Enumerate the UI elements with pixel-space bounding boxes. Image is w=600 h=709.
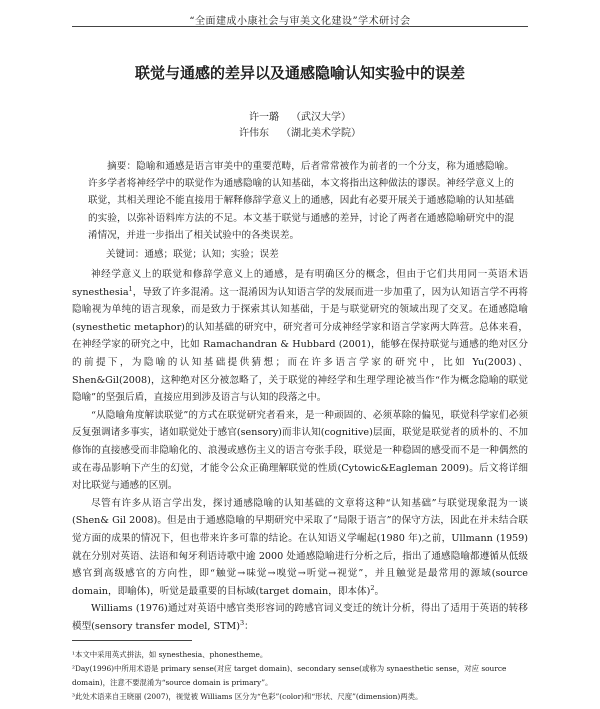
- running-head: “全面建成小康社会与审美文化建设”学术研讨会: [189, 16, 411, 27]
- header-rule: [72, 26, 528, 27]
- author-name: 许伟东: [239, 128, 269, 139]
- footnotes: [72, 648, 528, 704]
- paragraph: “从隐喻角度解读联觉”的方式在联觉研究者看来，是一种顽固的、必须革除的偏见，联觉科学家们必须反复强调诸多事实，诸如联觉处于感官(sensory)而非认知(cognitive)层面，联觉是联觉者的质朴的、不加修饰的直接感受而非隐喻化的、浪漫或感伤主义的语言夸张手段，联觉是一种稳固的感受而不是一种偶然的或在毒品影响下产生的幻觉，才能令公众正确理解联觉的性质(Cytowic&Eagleman 2009)。后文将详细对比联觉与通感的区别。: [72, 409, 528, 492]
- author-affiliation: （武汉大学）: [291, 112, 351, 123]
- author-name: 许一璐: [249, 112, 279, 123]
- abstract-label: 摘要：: [107, 161, 137, 172]
- author-line: [0, 108, 600, 123]
- paragraph: 尽管有许多从语言学出发，探讨通感隐喻的认知基础的文章将这种“认知基础”与联觉现象混为一谈(Shen& Gil 2008)。但是由于通感隐喻的早期研究中采取了“局限于语言”的保守方法，因此在并未结合联觉方面的成果的情况下，但也带来许多可靠的结论。在认知语义学崛起(1980 年)之前，Ullmann (1959) 就在分别对英语、法语和匈牙利语诗歌中逾 2000 处通感隐喻进行分析之后，指出了通感隐喻都遵循从低级感官到高级感官的方向性，即“触觉→味觉→嗅觉→听觉→视觉”，并且触觉是最常用的源域(source domain，即喻体)，听觉是最重要的目标域(target domain，即本体)$^2$。: [72, 497, 528, 597]
- author-line: [0, 124, 600, 139]
- author-affiliation: （湖北美术学院）: [281, 128, 361, 139]
- footnote: ³此处术语来自王晓丽 (2007)，视觉被 Williams 区分为“色彩”(color)和“形状、尺度”(dimension)两类。: [72, 692, 423, 701]
- paper-title: 联觉与通感的差异以及通感隐喻认知实验中的误差: [134, 64, 465, 82]
- footnote-ref: 2: [370, 583, 375, 592]
- footnote-ref: 1: [128, 284, 133, 293]
- paragraph: Williams (1976)通过对英语中感官类形容词的跨感官词义变迁的统计分析，得出了适用于英语的转移模型(sensory transfer model, STM)$^3$：: [72, 603, 528, 632]
- keywords: [106, 246, 516, 260]
- footnote: ²Day(1996)中所用术语是 primary sense(对应 target domain)、secondary sense(或称为 synaesthetic sense，对应 source domain)，注意不要混淆为“source domain is primary”。: [72, 664, 507, 687]
- body-text: [72, 266, 528, 635]
- keywords-label: 关键词：: [106, 249, 145, 260]
- paragraph: 神经学意义上的联觉和修辞学意义上的通感，是有明确区分的概念，但由于它们共用同一英语术语 synesthesia$^1$，导致了许多混淆。这一混淆因为认知语言学的发展而进一步加重了，因为认知语言学不再将隐喻视为单纯的语言现象，而是致力于探索其认知基础，于是与联觉研究的领域出现了交叉。在通感隐喻(synesthetic metaphor)的认知基础的研究中，研究者可分成神经学家和语言学家两大阵营。总体来看，在神经学家的研究之中，比如 Ramachandran & Hubbard (2001)，能够在保持联觉与通感的绝对区分的前提下，为隐喻的认知基础提供猜想；而在许多语言学家的研究中，比如 Yu(2003)、Shen&Gil(2008)，这种绝对区分被忽略了，关于联觉的神经学和生理学理论被当作“作为概念隐喻的联觉隐喻”的坚强后盾，直接应用到涉及语言与认知的段落之中。: [72, 269, 528, 404]
- keywords-text: 通感；联觉；认知；实验；误差: [144, 249, 279, 260]
- footnote-ref: 3: [240, 618, 245, 627]
- abstract: [88, 158, 514, 244]
- footnote: ¹本文中采用英式拼法，如 synesthesia、phonestheme。: [72, 650, 268, 659]
- abstract-text: 隐喻和通感是语言审美中的重要范畴，后者常常被作为前者的一个分支，称为通感隐喻。许多学者将神经学中的联觉作为通感隐喻的认知基础，本文将指出这种做法的谬误。神经学意义上的联觉，其相关理论不能直接用于解释修辞学意义上的通感，因此有必要开展关于通感隐喻的认知基础的实验，以弥补语料库方法的不足。本文基于联觉与通感的差异，讨论了两者在通感隐喻研究中的混淆情况，并进一步指出了相关试验中的各类误差。: [88, 161, 515, 241]
- footnote-rule: [72, 640, 192, 641]
